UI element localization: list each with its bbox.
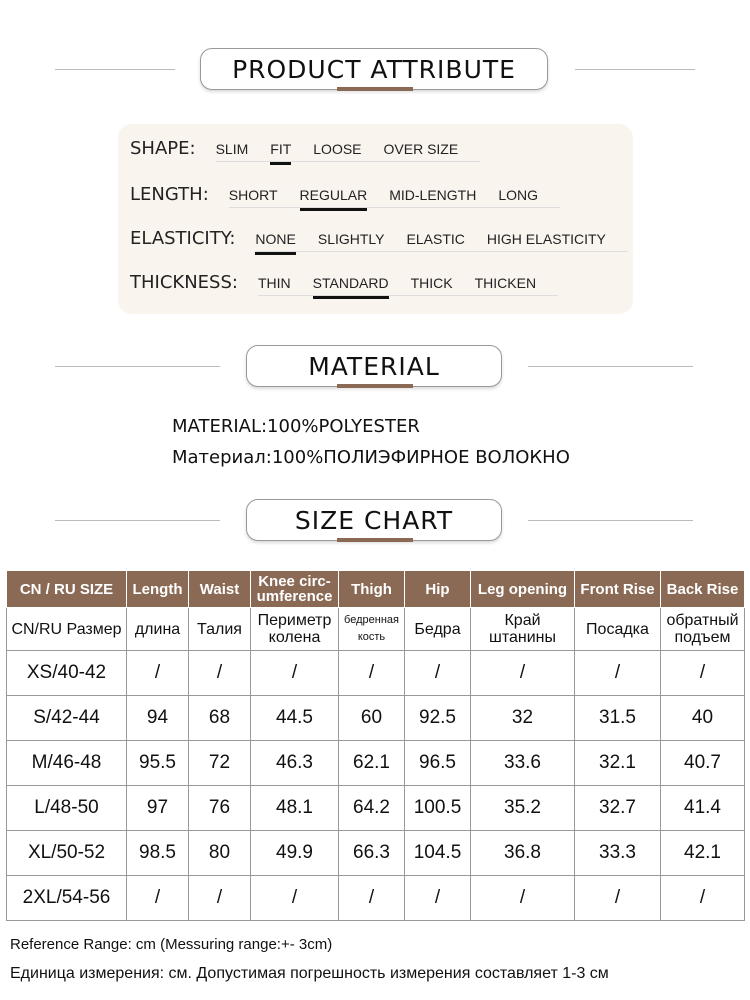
- table-cell: 32: [471, 696, 575, 741]
- divider: [528, 520, 693, 521]
- table-cell: 35.2: [471, 786, 575, 831]
- attribute-option: SLIM: [215, 141, 249, 157]
- table-cell: 64.2: [339, 786, 405, 831]
- table-cell: /: [405, 876, 471, 921]
- attribute-row: [130, 184, 560, 208]
- attribute-label: LENGTH:: [130, 184, 209, 205]
- attribute-label: ELASTICITY:: [130, 228, 236, 249]
- column-header: Thigh: [339, 571, 405, 608]
- table-cell: XS/40-42: [7, 651, 127, 696]
- table-cell: 72: [189, 741, 251, 786]
- table-cell: 33.6: [471, 741, 575, 786]
- footer-ru: Единица измерения: см. Допустимая погрешность измерения составляет 1-3 см: [10, 965, 609, 982]
- table-row: [7, 831, 745, 876]
- attribute-row: [130, 138, 480, 162]
- table-cell: 32.7: [575, 786, 661, 831]
- table-cell: 41.4: [661, 786, 745, 831]
- column-header: Leg opening: [471, 571, 575, 608]
- table-row: [7, 696, 745, 741]
- column-header: Waist: [189, 571, 251, 608]
- attribute-option: THICK: [410, 275, 453, 291]
- attribute-option: STANDARD: [312, 275, 389, 291]
- table-cell: /: [251, 876, 339, 921]
- table-cell: /: [661, 651, 745, 696]
- ru-header-cell: Периметр колена: [251, 608, 339, 651]
- table-cell: 44.5: [251, 696, 339, 741]
- ru-header-cell: Посадка: [575, 608, 661, 651]
- table-cell: 66.3: [339, 831, 405, 876]
- attribute-options: [229, 187, 560, 208]
- table-cell: 48.1: [251, 786, 339, 831]
- column-header: CN / RU SIZE: [7, 571, 127, 608]
- ru-header-cell: Край штанины: [471, 608, 575, 651]
- table-row: [7, 651, 745, 696]
- column-header: Back Rise: [661, 571, 745, 608]
- attribute-option: OVER SIZE: [383, 141, 459, 157]
- attribute-option: MID-LENGTH: [389, 187, 477, 203]
- table-cell: L/48-50: [7, 786, 127, 831]
- table-cell: /: [127, 651, 189, 696]
- column-header: Knee circ-umference: [251, 571, 339, 608]
- table-cell: 95.5: [127, 741, 189, 786]
- section-title-material: MATERIAL: [246, 345, 502, 387]
- table-cell: /: [189, 876, 251, 921]
- attribute-option: ELASTIC: [406, 231, 465, 247]
- attribute-options: [216, 141, 481, 162]
- table-cell: 68: [189, 696, 251, 741]
- attribute-option: LONG: [498, 187, 539, 203]
- table-cell: 40.7: [661, 741, 745, 786]
- table-cell: 31.5: [575, 696, 661, 741]
- attribute-row: [130, 228, 628, 252]
- attribute-option: LOOSE: [313, 141, 362, 157]
- ru-header-cell: бедренная кость: [339, 608, 405, 651]
- table-cell: 2XL/54-56: [7, 876, 127, 921]
- column-header: Front Rise: [575, 571, 661, 608]
- table-cell: /: [471, 876, 575, 921]
- table-cell: 33.3: [575, 831, 661, 876]
- table-cell: 80: [189, 831, 251, 876]
- table-row: [7, 741, 745, 786]
- material-ru: Материал:100%ПОЛИЭФИРНОЕ ВОЛОКНО: [172, 447, 570, 468]
- table-cell: 97: [127, 786, 189, 831]
- footer-en: Reference Range: cm (Messuring range:+- 3cm): [10, 936, 333, 953]
- table-cell: 62.1: [339, 741, 405, 786]
- ru-header-cell: длина: [127, 608, 189, 651]
- divider: [55, 69, 175, 70]
- ru-header-cell: Бедра: [405, 608, 471, 651]
- divider: [55, 366, 220, 367]
- attribute-option: NONE: [255, 231, 296, 247]
- table-cell: /: [127, 876, 189, 921]
- table-cell: /: [251, 651, 339, 696]
- attribute-option: SLIGHTLY: [317, 231, 385, 247]
- table-cell: /: [405, 651, 471, 696]
- material-en: MATERIAL:100%POLYESTER: [172, 416, 420, 437]
- attribute-option: SHORT: [228, 187, 278, 203]
- table-cell: S/42-44: [7, 696, 127, 741]
- attribute-options: [258, 275, 558, 296]
- table-cell: 100.5: [405, 786, 471, 831]
- table-cell: 104.5: [405, 831, 471, 876]
- attribute-options: [255, 231, 628, 252]
- table-cell: XL/50-52: [7, 831, 127, 876]
- divider: [575, 69, 695, 70]
- table-cell: 94: [127, 696, 189, 741]
- table-cell: 40: [661, 696, 745, 741]
- table-cell: 96.5: [405, 741, 471, 786]
- divider: [55, 520, 220, 521]
- attribute-label: THICKNESS:: [130, 272, 238, 293]
- title-accent-bar: [337, 87, 413, 91]
- divider: [528, 366, 693, 367]
- table-cell: 60: [339, 696, 405, 741]
- section-title-attribute: PRODUCT ATTRIBUTE: [200, 48, 548, 90]
- attribute-panel: [118, 124, 633, 314]
- ru-header-cell: Талия: [189, 608, 251, 651]
- table-cell: /: [471, 651, 575, 696]
- table-cell: 36.8: [471, 831, 575, 876]
- section-title-size-chart: SIZE CHART: [246, 499, 502, 541]
- title-accent-bar: [337, 538, 413, 542]
- ru-header-cell: обратный подъем: [661, 608, 745, 651]
- table-cell: /: [661, 876, 745, 921]
- title-accent-bar: [337, 384, 413, 388]
- attribute-option: THIN: [257, 275, 291, 291]
- table-cell: 46.3: [251, 741, 339, 786]
- table-cell: /: [575, 651, 661, 696]
- table-row: [7, 876, 745, 921]
- table-cell: /: [339, 876, 405, 921]
- table-cell: 42.1: [661, 831, 745, 876]
- attribute-option: REGULAR: [299, 187, 368, 203]
- attribute-row: [130, 272, 558, 296]
- table-cell: M/46-48: [7, 741, 127, 786]
- table-cell: 92.5: [405, 696, 471, 741]
- table-cell: /: [575, 876, 661, 921]
- table-cell: 32.1: [575, 741, 661, 786]
- column-header: Length: [127, 571, 189, 608]
- attribute-option: THICKEN: [474, 275, 537, 291]
- table-row: [7, 786, 745, 831]
- attribute-option: FIT: [270, 141, 292, 157]
- ru-header-cell: CN/RU Размер: [7, 608, 127, 651]
- table-cell: /: [189, 651, 251, 696]
- attribute-option: HIGH ELASTICITY: [486, 231, 606, 247]
- column-header: Hip: [405, 571, 471, 608]
- attribute-label: SHAPE:: [130, 138, 196, 159]
- table-cell: 76: [189, 786, 251, 831]
- table-cell: 98.5: [127, 831, 189, 876]
- size-chart-table: [6, 570, 745, 921]
- table-cell: 49.9: [251, 831, 339, 876]
- table-cell: /: [339, 651, 405, 696]
